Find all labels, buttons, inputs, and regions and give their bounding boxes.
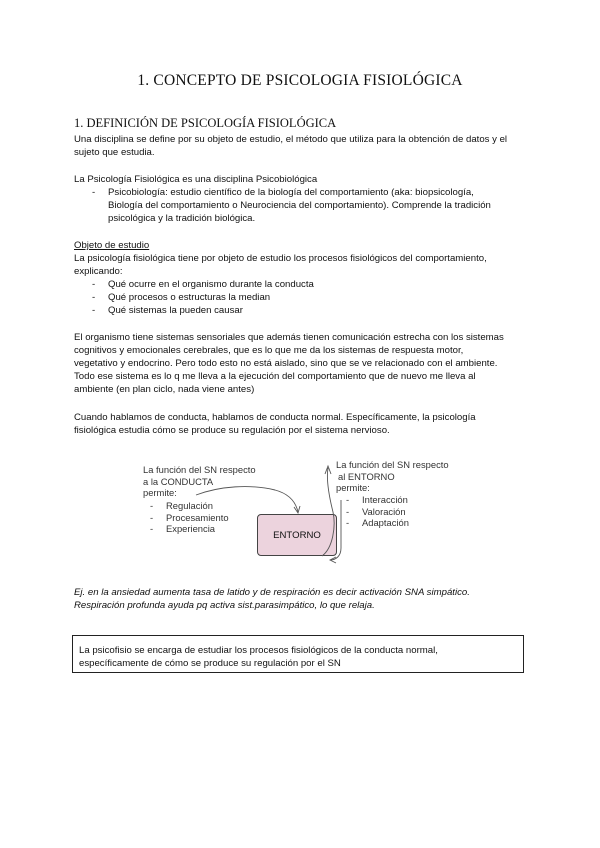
- diagram-left-list: [150, 500, 229, 535]
- conducta-paragraph: Cuando hablamos de conducta, hablamos de conducta normal. Específicamente, la psicología fisiológica estudia cómo se produce su regulación por el sistema nervioso.: [74, 412, 476, 436]
- diagram-left-title: La función del SN respecto a la CONDUCTA permite:: [143, 464, 256, 498]
- list-item: - Regulación: [150, 500, 229, 512]
- list-item: - Qué sistemas la pueden causar: [92, 304, 532, 317]
- objeto-paragraph: La psicología fisiológica tiene por objeto de estudio los procesos fisiológicos del comportamiento, explicando:: [74, 253, 487, 277]
- entorno-arrow-head: [325, 466, 331, 474]
- summary-box: La psicofisio se encarga de estudiar los procesos fisiológicos de la conducta normal, específicamente de cómo se produce su regulación por el SN: [72, 635, 524, 673]
- objeto-heading: Objeto de estudio: [74, 240, 150, 251]
- list-item: - Procesamiento: [150, 512, 229, 524]
- list-item: - Experiencia: [150, 523, 229, 535]
- conducta-arrow-head: [294, 506, 300, 513]
- psicobiologia-list: [92, 186, 532, 225]
- list-item: - Psicobiología: estudio científico de la biología del comportamiento (aka: biopsicología, Biología del comportamiento o Neurociencia del comportamiento). Comprende la tradición psicológica y la tradición biológica.: [92, 186, 532, 225]
- objeto-list: [92, 278, 532, 317]
- list-item: - Interacción: [346, 494, 409, 506]
- list-item: - Valoración: [346, 506, 409, 518]
- example-paragraph: Ej. en la ansiedad aumenta tasa de latido y de respiración es decir activación SNA simpático. Respiración profunda ayuda pq activa sist.parasimpático, lo que relaja.: [74, 587, 470, 611]
- psicologia-line: La Psicología Fisiológica es una disciplina Psicobiológica: [74, 174, 318, 185]
- organismo-paragraph: El organismo tiene sistemas sensoriales que además tienen comunicación estrecha con los sistemas cognitivos y emocionales cerebrales, que es lo que me da los sistemas de respuesta motor, vegetativo y endocrino. Pero todo esto no está aislado, sino que se ve relacionado con el ambiente. Todo ese sistema es lo q me lleva a la ejecución del comportamiento que de nuevo me lleva al ambiente (en plan ciclo, nada viene antes): [74, 332, 504, 395]
- section-heading: 1. DEFINICIÓN DE PSICOLOGÍA FISIOLÓGICA: [74, 116, 337, 130]
- list-item: - Qué ocurre en el organismo durante la conducta: [92, 278, 532, 291]
- list-item: - Qué procesos o estructuras la median: [92, 291, 532, 304]
- page-title: 1. CONCEPTO DE PSICOLOGIA FISIOLÓGICA: [137, 72, 463, 89]
- diagram-right-list: [346, 494, 409, 529]
- intro-line: sujeto que estudia.: [74, 147, 155, 158]
- entorno-bracket-head: [330, 557, 336, 563]
- list-item: - Adaptación: [346, 517, 409, 529]
- entorno-box: ENTORNO: [257, 514, 337, 556]
- intro-paragraph: [74, 133, 534, 159]
- diagram-right-title: La función del SN respecto al ENTORNO permite:: [336, 459, 449, 493]
- intro-line: Una disciplina se define por su objeto de estudio, el método que utiliza para la obtención de datos y el: [74, 134, 508, 145]
